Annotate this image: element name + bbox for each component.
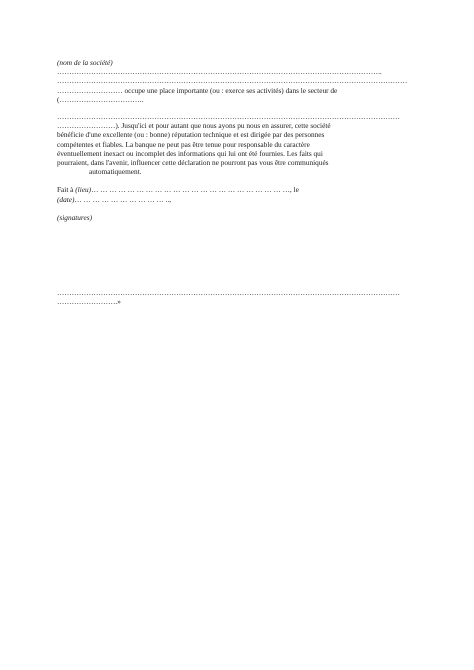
lieu-label: (lieu) [75, 185, 92, 195]
spacer [57, 204, 417, 213]
spacer [57, 222, 417, 288]
company-name-label: (nom de la société) [57, 58, 113, 67]
date-line [57, 195, 417, 204]
document-page [57, 58, 417, 306]
closing-dotted-line: …………………….» [57, 297, 121, 307]
paragraph-line: éventuellement inexact ou incomplet des informations qui lui ont été fournies. Les faits qui [57, 148, 323, 158]
date-dots: … … … … … … … … … … .., [74, 194, 172, 204]
paragraph-line: compétentes et fiables. La banque ne peut pas être tenue pour responsable du caractère [57, 139, 310, 149]
dotted-line: …………………………………………………………………………………………………………………….. [57, 67, 382, 77]
dotted-line: …………………………………………………………………………………………………………………………… [57, 288, 400, 298]
paragraph-line: pourraient, dans l'avenir, influencer cette déclaration ne pourront pas vous être communiqués [57, 158, 329, 168]
paragraph-line: bénéficie d'une excellente (ou : bonne) réputation technique et est dirigée par des personnes [57, 130, 325, 140]
spacer [57, 176, 417, 185]
paragraph-line: ……………………). Jusqu'ici et pour autant que nous ayons pu nous en assurer, cette société [57, 121, 331, 131]
date-label: (date) [57, 194, 75, 204]
paragraph-line: automatiquement. [89, 167, 142, 177]
dotted-line: …………………………………………………………………………………………………………………………… [57, 112, 400, 122]
sector-text: occupe une place importante (ou : exerce ses activités) dans le secteur de [124, 85, 338, 95]
sector-line [57, 86, 417, 95]
dotted-line: ……………………………………………………………………………………………………………………………… [57, 76, 408, 86]
dotted-fill: ……………………… [57, 85, 125, 95]
spacer [57, 104, 417, 112]
fait-line [57, 185, 417, 194]
fait-dots: … … … … … … … … … … … … … … … … … … … … … …, le [91, 185, 299, 195]
dotted-line: (…………………………….. [57, 94, 144, 104]
signatures-label: (signatures) [57, 212, 92, 222]
fait-prefix: Fait à [57, 185, 76, 195]
